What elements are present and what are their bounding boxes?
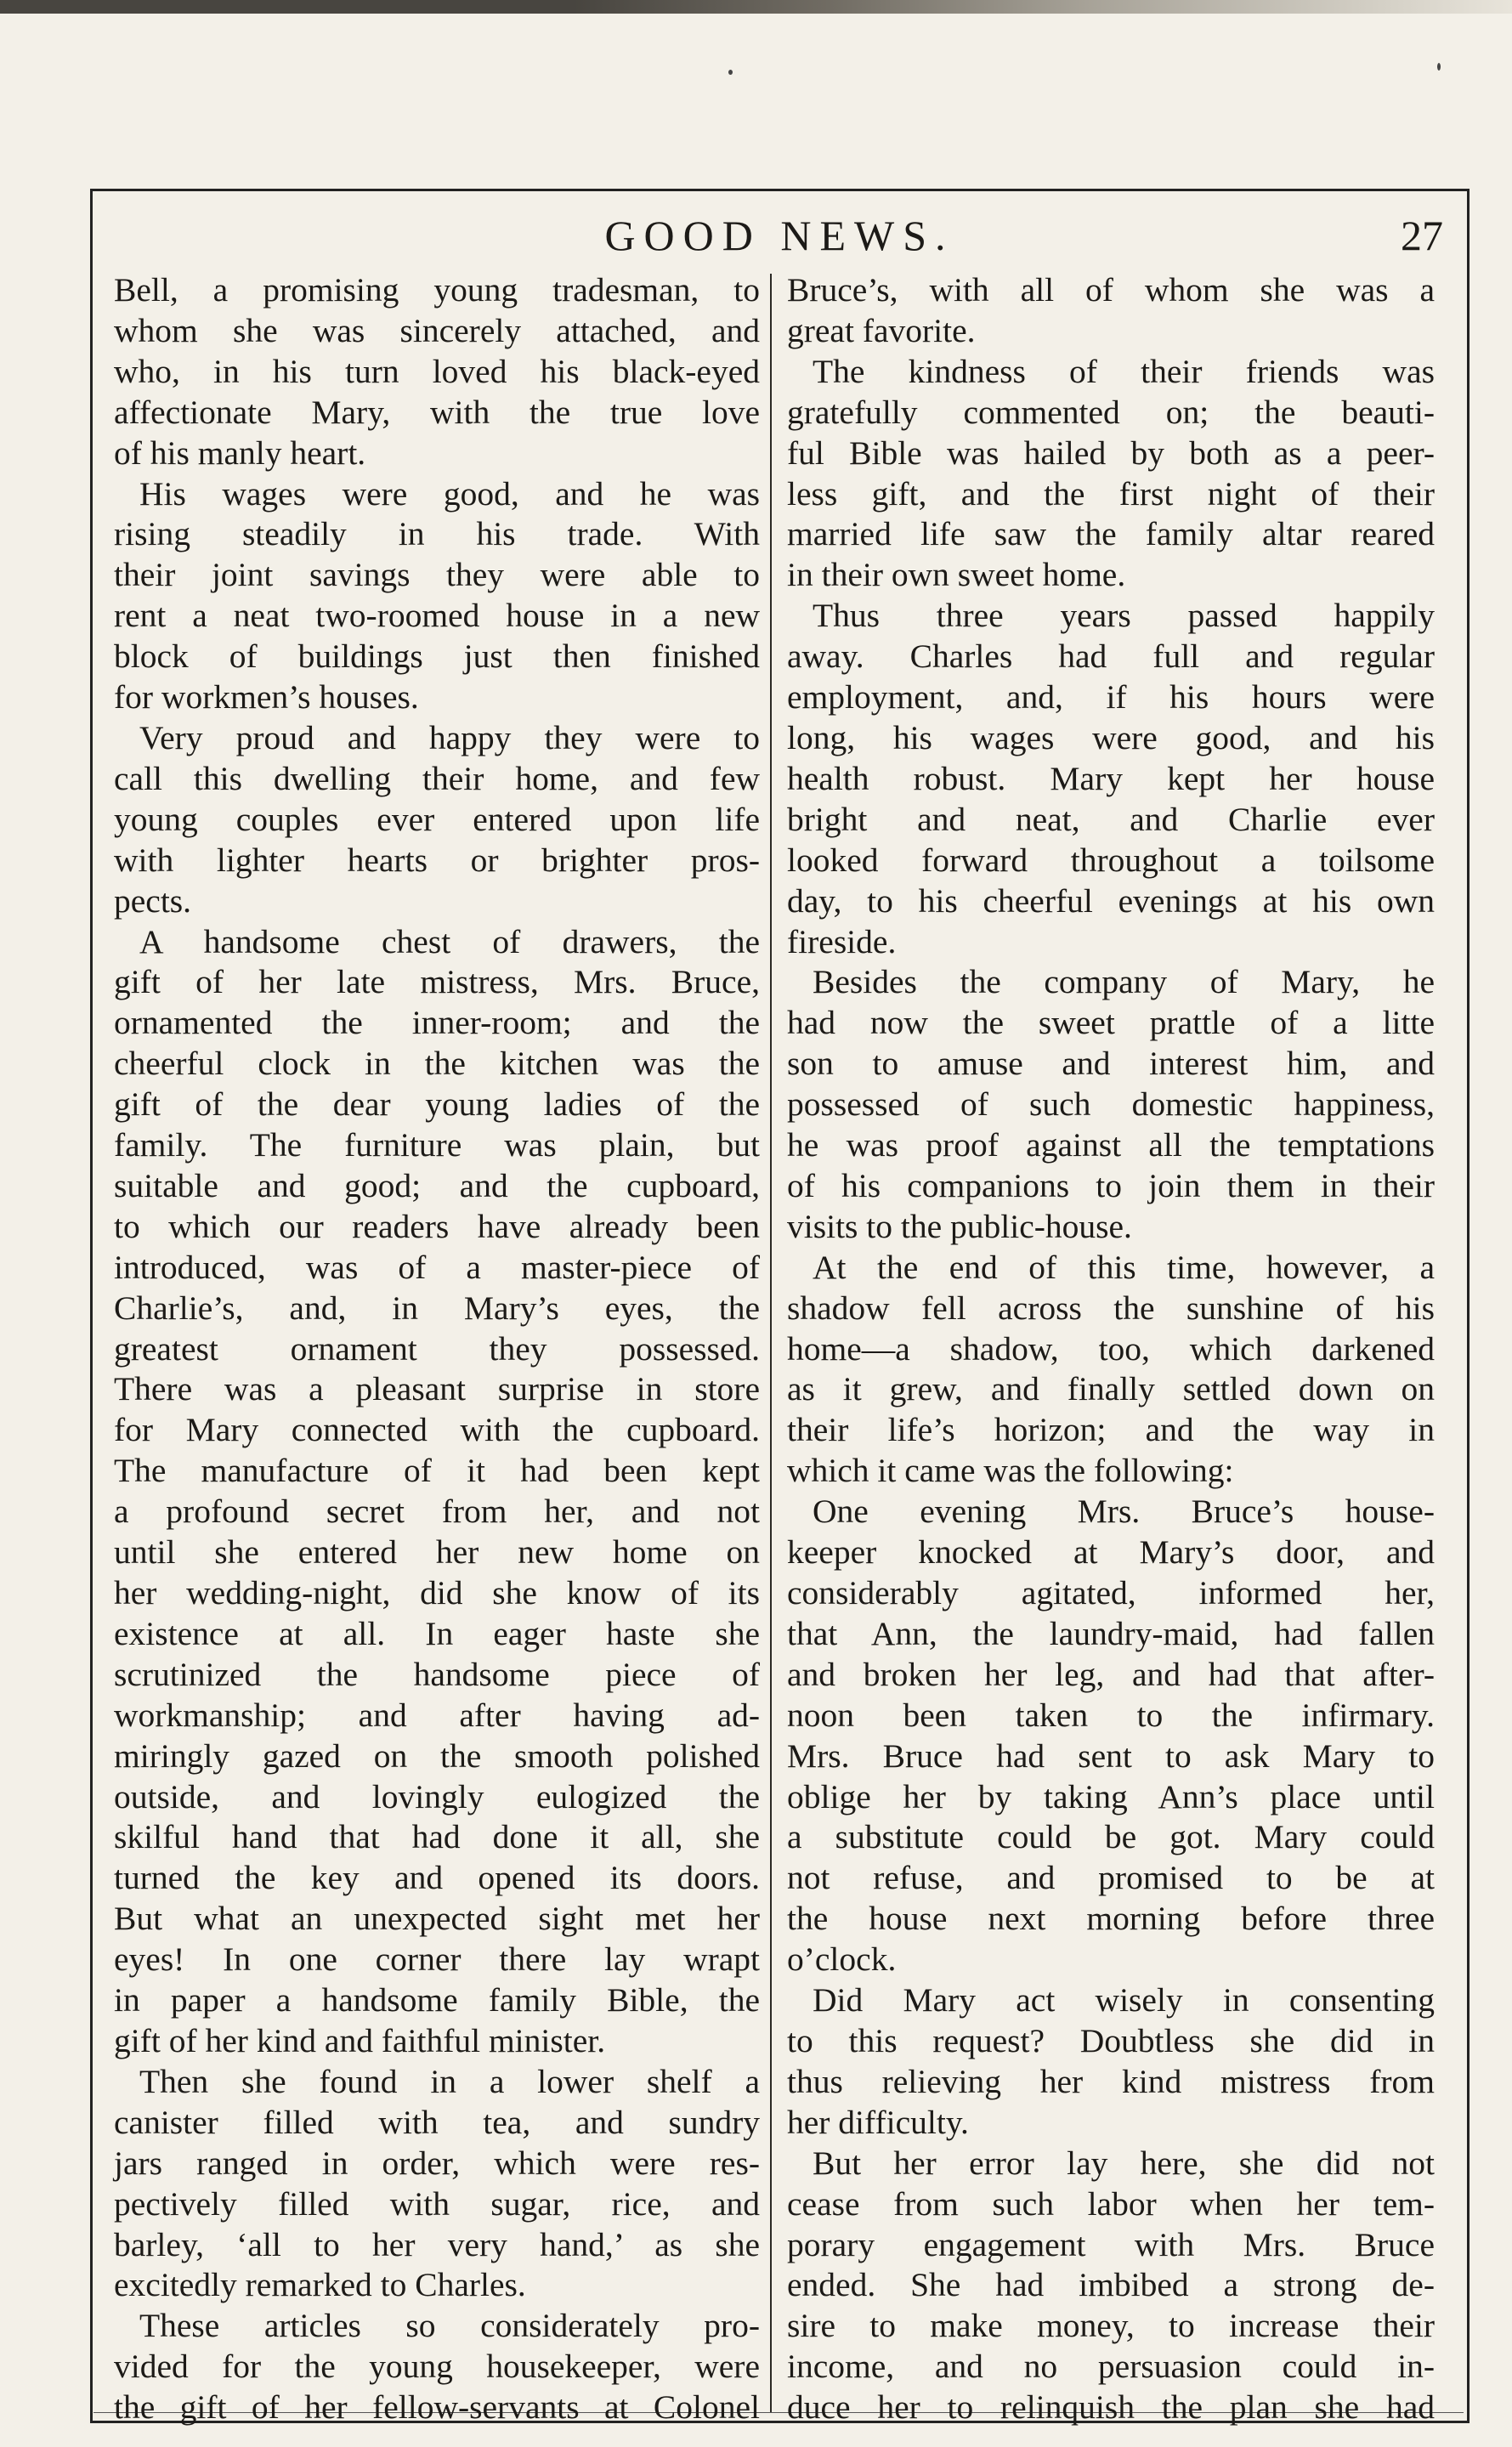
text-line: looked forward throughout a toilsome (787, 841, 1435, 879)
text-line: son to amuse and interest him, and (787, 1045, 1435, 1083)
text-line: His wages were good, and he was (139, 474, 760, 513)
text-line: Bell, a promising young tradesman, to (114, 271, 760, 309)
text-line: visits to the public-house. (787, 1207, 1132, 1245)
text-line: gift of her kind and faithful minister. (114, 2021, 606, 2059)
text-line: noon been taken to the infirmary. (787, 1696, 1435, 1734)
text-line: Besides the company of Mary, he (813, 963, 1435, 1001)
text-line: vided for the young housekeeper, were (114, 2348, 760, 2386)
text-line: gratefully commented on; the beauti- (787, 393, 1435, 431)
text-line: cease from such labor when her tem- (787, 2184, 1435, 2223)
text-line: her difficulty. (787, 2103, 969, 2141)
text-line: miringly gazed on the smooth polished (114, 1736, 760, 1775)
text-line: he was proof against all the temptations (787, 1126, 1435, 1164)
text-line: greatest ornament they possessed. (114, 1329, 760, 1368)
text-line: less gift, and the first night of their (787, 474, 1435, 513)
text-line: the house next morning before three (787, 1900, 1435, 1938)
text-line: These articles so considerately pro- (139, 2307, 760, 2345)
scan-edge-smudge (0, 0, 1512, 14)
text-line: But what an unexpected sight met her (114, 1900, 760, 1938)
text-line: that Ann, the laundry-maid, had fallen (787, 1614, 1435, 1652)
text-line: o’clock. (787, 1940, 897, 1979)
text-line: great favorite. (787, 311, 976, 349)
text-line: with lighter hearts or brighter pros- (114, 841, 760, 879)
text-line: home—a shadow, too, which darkened (787, 1329, 1435, 1368)
text-line: outside, and lovingly eulogized the (114, 1777, 760, 1815)
right-column (787, 270, 1435, 2428)
scan-speck (728, 70, 733, 75)
text-line: employment, and, if his hours were (787, 678, 1435, 717)
text-line: away. Charles had full and regular (787, 637, 1435, 676)
column-divider (770, 274, 772, 2412)
text-line: their life’s horizon; and the way in (787, 1411, 1435, 1449)
text-line: The kindness of their friends was (813, 352, 1435, 390)
text-line: bright and neat, and Charlie ever (787, 800, 1435, 838)
text-line: suitable and good; and the cupboard, (114, 1166, 760, 1204)
text-line: sire to make money, to increase their (787, 2307, 1435, 2345)
text-line: in paper a handsome family Bible, the (114, 1981, 760, 2019)
text-line: turned the key and opened its doors. (114, 1859, 760, 1897)
text-line: introduced, was of a master-piece of (114, 1248, 760, 1286)
text-line: possessed of such domestic happiness, (787, 1085, 1435, 1124)
text-line: skilful hand that had done it all, she (114, 1818, 760, 1856)
text-line: married life saw the family altar reared (787, 515, 1435, 553)
text-line: keeper knocked at Mary’s door, and (787, 1533, 1435, 1572)
text-line: of his manly heart. (114, 433, 366, 472)
text-line: block of buildings just then finished (114, 637, 760, 676)
text-line: a substitute could be got. Mary could (787, 1818, 1435, 1856)
text-line: affectionate Mary, with the true love (114, 393, 760, 431)
text-line: One evening Mrs. Bruce’s house- (813, 1493, 1435, 1531)
text-line: which it came was the following: (787, 1452, 1234, 1490)
text-line: Thus three years passed happily (813, 597, 1435, 635)
text-line: income, and no persuasion could in- (787, 2348, 1435, 2386)
text-line: jars ranged in order, which were res- (114, 2144, 760, 2182)
text-line: for Mary connected with the cupboard. (114, 1411, 760, 1449)
paragraph (114, 270, 760, 474)
text-line: Bruce’s, with all of whom she was a (787, 271, 1435, 309)
text-line: until she entered her new home on (114, 1533, 760, 1572)
text-line: At the end of this time, however, a (813, 1248, 1435, 1286)
text-line: pectively filled with sugar, rice, and (114, 2184, 760, 2223)
page-frame-right (1467, 189, 1470, 2422)
text-line: existence at all. In eager haste she (114, 1614, 760, 1652)
paragraph (787, 962, 1435, 1247)
text-line: whom she was sincerely attached, and (114, 311, 760, 349)
text-line: rent a neat two-roomed house in a new (114, 597, 760, 635)
text-line: A handsome chest of drawers, the (139, 922, 760, 960)
text-line: their joint savings they were able to (114, 556, 760, 594)
text-line: gift of her late mistress, Mrs. Bruce, (114, 963, 760, 1001)
text-line: young couples ever entered upon life (114, 800, 760, 838)
text-line: Very proud and happy they were to (139, 718, 760, 756)
text-line: Did Mary act wisely in consenting (813, 1981, 1435, 2019)
text-line: barley, ‘all to her very hand,’ as she (114, 2225, 760, 2263)
text-line: cheerful clock in the kitchen was the (114, 1045, 760, 1083)
text-line: Charlie’s, and, in Mary’s eyes, the (114, 1289, 760, 1327)
left-column (114, 270, 760, 2428)
paragraph (787, 596, 1435, 962)
text-line: But her error lay here, she did not (813, 2144, 1435, 2182)
text-line: There was a pleasant surprise in store (114, 1370, 760, 1408)
page-frame-left (90, 189, 93, 2422)
page-header (102, 206, 1457, 265)
text-line: for workmen’s houses. (114, 678, 419, 717)
text-line: health robust. Mary kept her house (787, 759, 1435, 797)
text-line: who, in his turn loved his black-eyed (114, 352, 760, 390)
text-line: gift of the dear young ladies of the (114, 1085, 760, 1124)
text-line: porary engagement with Mrs. Bruce (787, 2225, 1435, 2263)
text-line: rising steadily in his trade. With (114, 515, 760, 553)
text-line: The manufacture of it had been kept (114, 1452, 760, 1490)
text-line: in their own sweet home. (787, 556, 1126, 594)
text-line: call this dwelling their home, and few (114, 759, 760, 797)
text-line: workmanship; and after having ad- (114, 1696, 760, 1734)
text-line: day, to his cheerful evenings at his own (787, 881, 1435, 920)
text-line: thus relieving her kind mistress from (787, 2062, 1435, 2100)
text-line: Mrs. Bruce had sent to ask Mary to (787, 1736, 1435, 1775)
scan-speck (1437, 63, 1441, 71)
text-line: to this request? Doubtless she did in (787, 2021, 1435, 2059)
paragraph (787, 1248, 1435, 1492)
text-line: ornamented the inner-room; and the (114, 1004, 760, 1042)
text-line: canister filled with tea, and sundry (114, 2103, 760, 2141)
page-frame-top (90, 189, 1470, 191)
text-line: a profound secret from her, and not (114, 1493, 760, 1531)
text-line: pects. (114, 881, 192, 920)
text-line: eyes! In one corner there lay wrapt (114, 1940, 760, 1979)
text-line: long, his wages were good, and his (787, 718, 1435, 756)
paragraph (787, 352, 1435, 596)
paragraph (787, 270, 1435, 352)
text-line: had now the sweet prattle of a litte (787, 1004, 1435, 1042)
text-line: Then she found in a lower shelf a (139, 2062, 760, 2100)
text-line: as it grew, and finally settled down on (787, 1370, 1435, 1408)
paragraph (114, 2062, 760, 2306)
text-line: not refuse, and promised to be at (787, 1859, 1435, 1897)
running-head: GOOD NEWS. (604, 212, 954, 259)
text-line: to which our readers have already been (114, 1207, 760, 1245)
text-line: ful Bible was hailed by both as a peer- (787, 433, 1435, 472)
paragraph (114, 922, 760, 2062)
text-line: oblige her by taking Ann’s place until (787, 1777, 1435, 1815)
text-line: family. The furniture was plain, but (114, 1126, 760, 1164)
text-line: scrutinized the handsome piece of (114, 1655, 760, 1693)
text-line: duce her to relinquish the plan she had (787, 2388, 1435, 2427)
text-line: considerably agitated, informed her, (787, 1574, 1435, 1612)
paragraph (787, 2144, 1435, 2428)
text-line: and broken her leg, and had that after- (787, 1655, 1435, 1693)
paragraph (114, 718, 760, 922)
text-line: the gift of her fellow-servants at Colonel (114, 2388, 760, 2427)
text-line: shadow fell across the sunshine of his (787, 1289, 1435, 1327)
text-line: ended. She had imbibed a strong de- (787, 2266, 1435, 2304)
paragraph (787, 1980, 1435, 2144)
text-line: fireside. (787, 922, 897, 960)
paragraph (787, 1492, 1435, 1980)
text-line: excitedly remarked to Charles. (114, 2266, 526, 2304)
paragraph (114, 474, 760, 718)
paragraph (114, 2306, 760, 2428)
text-line: her wedding-night, did she know of its (114, 1574, 760, 1612)
page-number: 27 (1401, 212, 1443, 259)
text-line: of his companions to join them in their (787, 1166, 1435, 1204)
